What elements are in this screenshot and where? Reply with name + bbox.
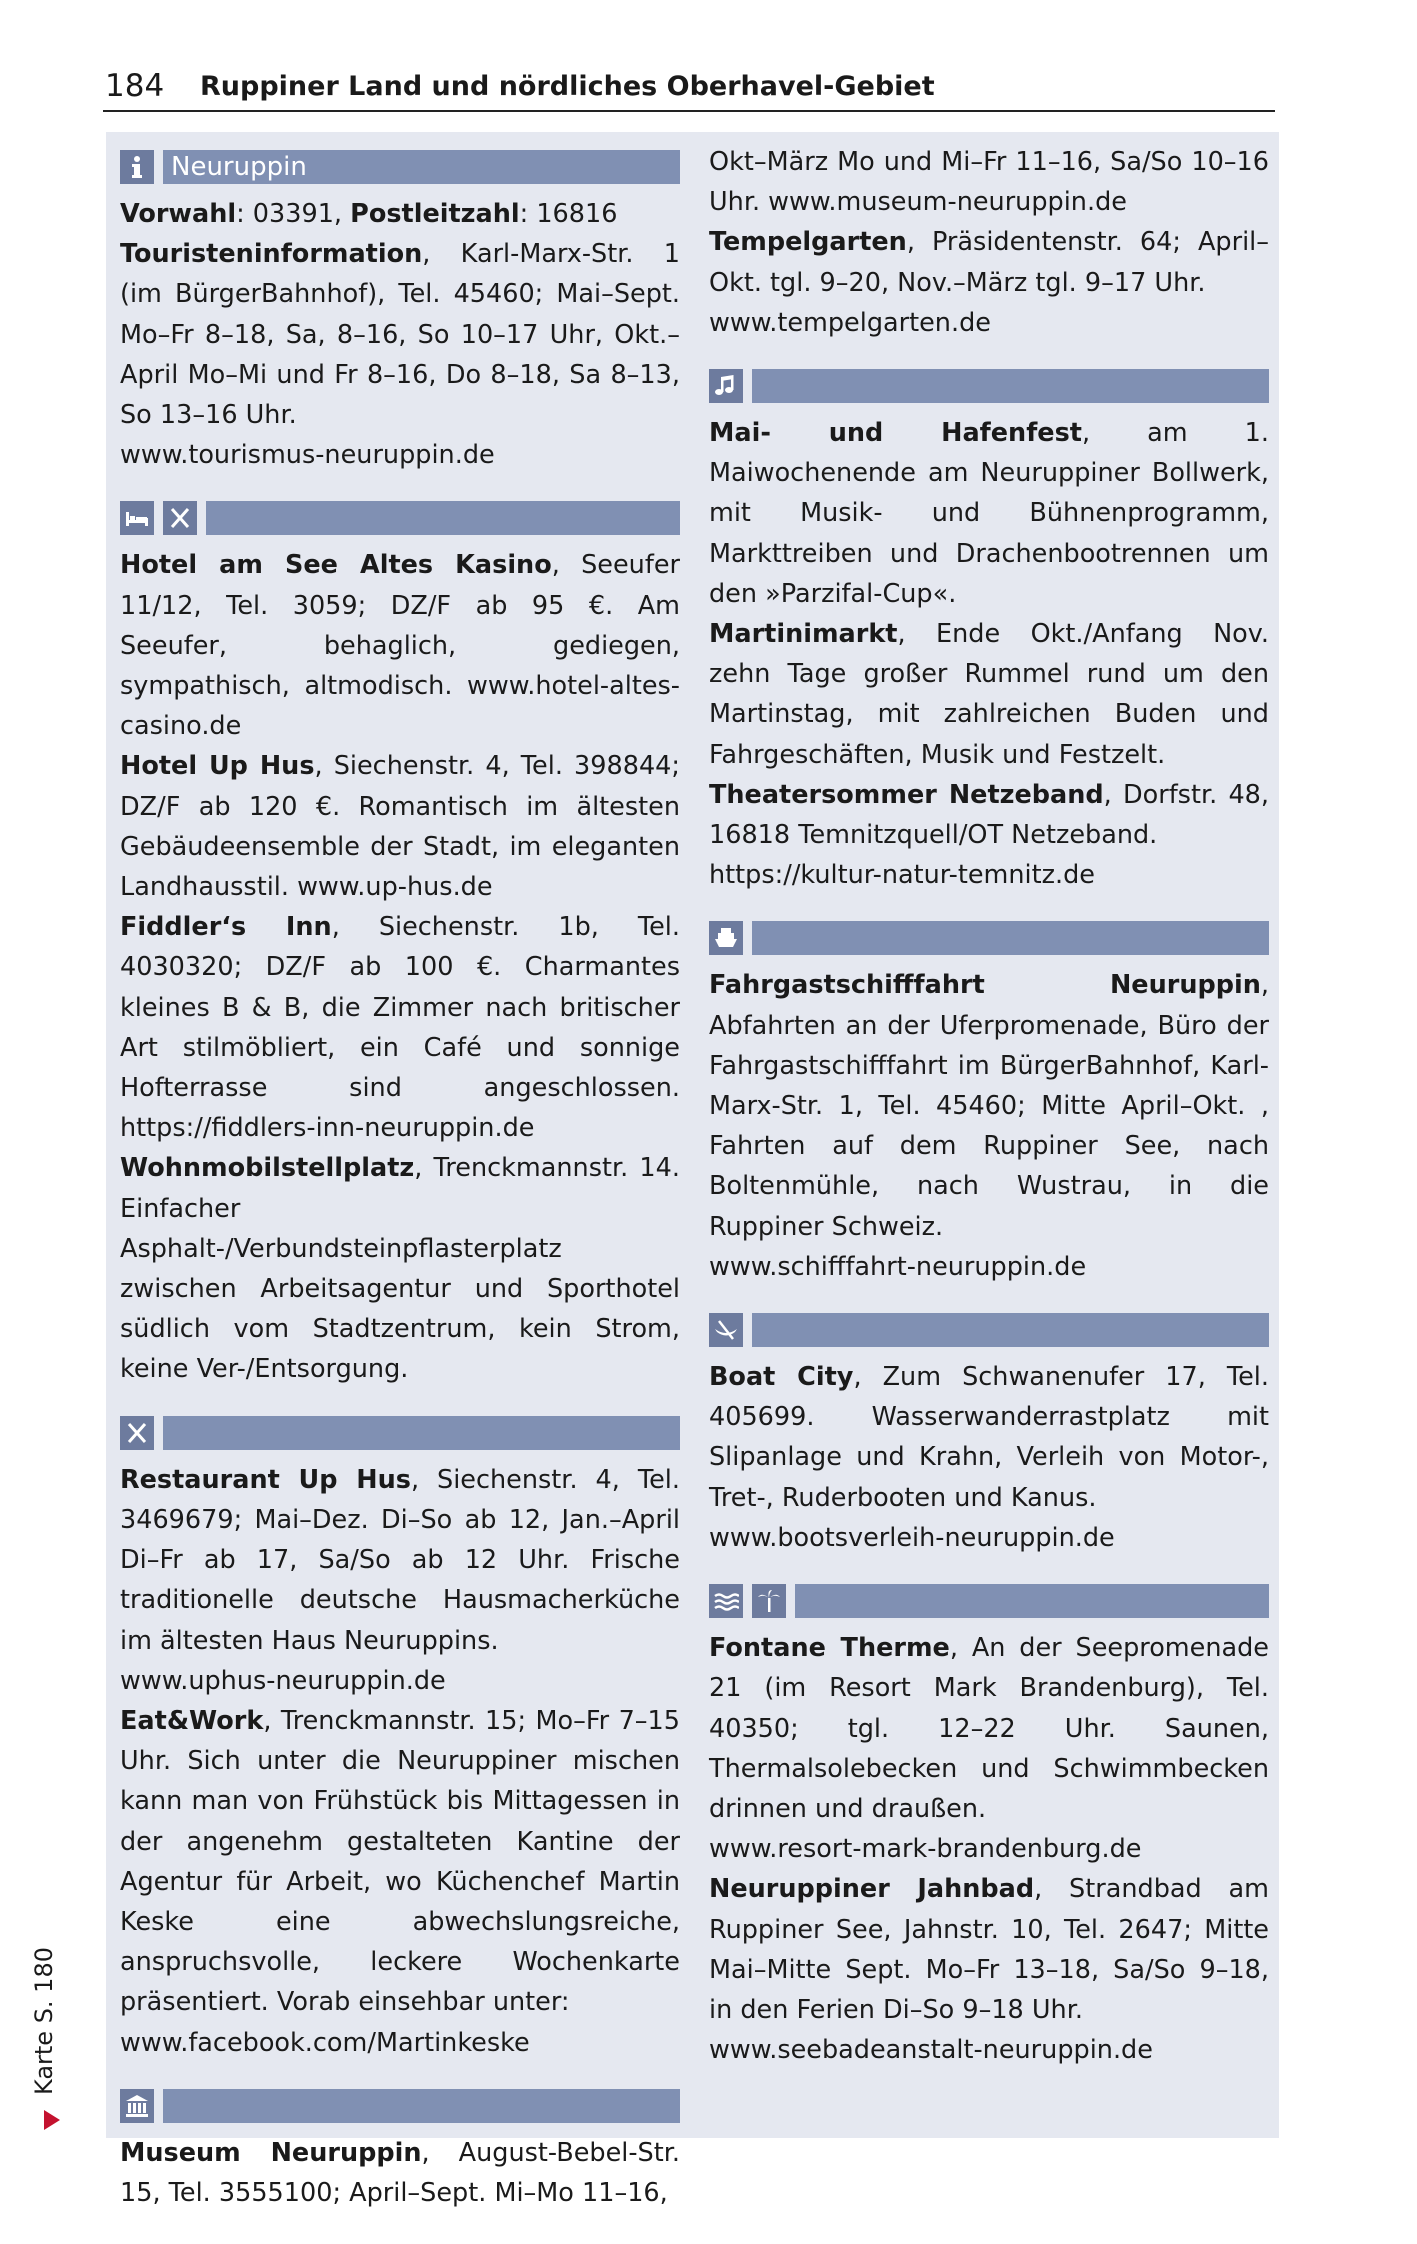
palm-icon bbox=[752, 1584, 786, 1618]
plz-value: : 16816 bbox=[519, 199, 618, 229]
item-name: Theatersommer Netzeband bbox=[709, 779, 1104, 810]
item-url[interactable]: https://kultur-natur-temnitz.de bbox=[709, 860, 1095, 891]
item-text: , Ende Okt./Anfang Nov. zehn Tage großer Rummel rund um den Martinstag, mit zahlreichen Buden und Fahrgeschäften, Musik und Festzelt. bbox=[709, 619, 1269, 770]
item-name: Fahrgastschifffahrt Neuruppin bbox=[709, 970, 1261, 1001]
list-item bbox=[709, 614, 1269, 775]
item-text: , Zum Schwanenufer 17, Tel. 405699. Wasserwanderrastplatz mit Slipanlage und Krahn, Verleih von Motor-, Tret-, Ruderbooten und Kanus. bbox=[709, 1362, 1269, 1513]
info-section bbox=[120, 148, 680, 475]
item-text: , Dorfstr. 48, 16818 Temnitzquell/OT Netzeband. bbox=[709, 779, 1269, 851]
section-bar bbox=[206, 501, 680, 535]
item-text: , An der Seepromenade 21 (im Resort Mark Brandenburg), Tel. 40350; tgl. 12–22 Uhr. Saunen, Thermalsolebecken und Schwimmbecken drinnen und draußen. bbox=[709, 1633, 1269, 1824]
rental-section bbox=[709, 1311, 1269, 1558]
restaurants-section bbox=[120, 1414, 680, 2063]
page-number: 184 bbox=[105, 68, 165, 104]
item-url[interactable]: www.facebook.com/Martinkeske bbox=[120, 2027, 530, 2058]
item-text: , am 1. Maiwochenende am Neuruppiner Bollwerk, mit Musik- und Bühnenprogramm, Markttreiben und Drachenbootrennen um den »Parzifal-Cup«. bbox=[709, 418, 1269, 609]
list-item bbox=[709, 413, 1269, 614]
ship-icon bbox=[709, 921, 743, 955]
item-name: Eat&Work bbox=[120, 1705, 264, 1736]
hotels-section bbox=[120, 499, 680, 1389]
section-bar bbox=[795, 1584, 1269, 1618]
section-bar bbox=[752, 1313, 1269, 1347]
chapter-title: Ruppiner Land und nördliches Oberhavel-Gebiet bbox=[200, 71, 935, 102]
list-item bbox=[120, 1701, 680, 2023]
section-bar bbox=[752, 369, 1269, 403]
section-bar bbox=[752, 921, 1269, 955]
baths-section bbox=[709, 1582, 1269, 2070]
item-url[interactable]: www.schifffahrt-neuruppin.de bbox=[709, 1251, 1087, 1282]
item-name: Hotel am See Altes Kasino bbox=[120, 550, 552, 581]
item-text: , Präsidentenstr. 64; April–Okt. tgl. 9–20, Nov.–März tgl. 9–17 Uhr. bbox=[709, 227, 1269, 298]
item-text: , August-Bebel-Str. 15, Tel. 3555100; April–Sept. Mi–Mo 11–16, bbox=[120, 2137, 680, 2208]
vorwahl-value: : 03391, bbox=[236, 199, 351, 229]
cutlery-icon bbox=[163, 501, 197, 535]
item-text: , Seeufer 11/12, Tel. 3059; DZ/F ab 95 €. Am Seeufer, behaglich, gediegen, sympathisch, altmodisch. www.hotel-altes-casino.de bbox=[120, 550, 680, 742]
item-name: Fontane Therme bbox=[709, 1633, 950, 1664]
item-text: , Trenckmannstr. 15; Mo–Fr 7–15 Uhr. Sich unter die Neuruppiner mischen kann man von Frühstück bis Mittagessen in der angenehm gestalteten Kantine der Agentur für Arbeit, wo Küchenchef Martin Keske eine abwechslungsreiche, anspruchsvolle, leckere Wochenkarte präsentiert. Vorab einsehbar unter: bbox=[120, 1705, 680, 2018]
list-item bbox=[120, 1460, 680, 1661]
item-url[interactable]: www.seebadeanstalt-neuruppin.de bbox=[709, 2035, 1153, 2066]
list-item bbox=[120, 1148, 680, 1389]
list-item bbox=[709, 222, 1269, 302]
item-url[interactable]: www.resort-mark-brandenburg.de bbox=[709, 1834, 1142, 1865]
item-name: Wohnmobilstellplatz bbox=[120, 1153, 415, 1184]
museum-cont-text bbox=[709, 142, 1269, 343]
tourist-info-text: , Karl-Marx-Str. 1 (im BürgerBahnhof), Tel. 45460; Mai–Sept. Mo–Fr 8–18, Sa, 8–16, So 10–17 Uhr, Okt.– April Mo–Mi und Fr 8–16, Do 8–18, Sa 8–13, So 13–16 Uhr. bbox=[120, 239, 680, 431]
cutlery-icon bbox=[120, 1416, 154, 1450]
info-text bbox=[120, 194, 680, 475]
hotels-text bbox=[120, 545, 680, 1389]
item-name: Restaurant Up Hus bbox=[120, 1464, 411, 1495]
item-url[interactable]: www.bootsverleih-neuruppin.de bbox=[709, 1522, 1115, 1553]
item-url[interactable]: www.tempelgarten.de bbox=[709, 307, 991, 338]
item-text: , Siechenstr. 4, Tel. 398844; DZ/F ab 120 €. Romantisch im ältesten Gebäudeensemble der Stadt, im eleganten Landhausstil. www.up-hus.de bbox=[120, 751, 680, 903]
museum-text bbox=[120, 2133, 680, 2213]
boat-text bbox=[709, 965, 1269, 1287]
right-column bbox=[709, 132, 1269, 2090]
baths-text bbox=[709, 1628, 1269, 2070]
bed-icon bbox=[120, 501, 154, 535]
item-name: Mai- und Hafenfest bbox=[709, 418, 1082, 449]
map-reference[interactable]: Karte S. 180 bbox=[30, 1947, 58, 2095]
museum-continued bbox=[709, 142, 1269, 343]
museum-section bbox=[120, 2087, 680, 2213]
map-arrow-icon bbox=[44, 2110, 60, 2130]
item-text: , Abfahrten an der Uferpromenade, Büro der Fahrgastschifffahrt im BürgerBahnhof, Karl-Marx-Str. 1, Tel. 45460; Mitte April–Okt. , Fahrten auf dem Ruppiner See, nach Boltenmühle, nach Wustrau, in die Ruppiner Schweiz. bbox=[709, 970, 1269, 1242]
restaurants-text bbox=[120, 1460, 680, 2063]
item-url[interactable]: www.uphus-neuruppin.de bbox=[120, 1665, 446, 1696]
section-heading: Neuruppin bbox=[163, 150, 680, 184]
list-item bbox=[709, 1869, 1269, 2030]
item-name: Tempelgarten bbox=[709, 227, 907, 258]
tourist-info-label: Touristeninformation bbox=[120, 239, 423, 270]
page-header bbox=[103, 62, 1275, 112]
item-name: Neuruppiner Jahnbad bbox=[709, 1874, 1035, 1905]
item-name: Boat City bbox=[709, 1362, 854, 1393]
info-panel bbox=[106, 132, 1279, 2208]
vorwahl-label: Vorwahl bbox=[120, 199, 237, 229]
tourist-info-url[interactable]: www.tourismus-neuruppin.de bbox=[120, 440, 495, 471]
events-section bbox=[709, 367, 1269, 895]
item-name: Hotel Up Hus bbox=[120, 751, 315, 782]
rental-text bbox=[709, 1357, 1269, 1558]
item-text: , Siechenstr. 1b, Tel. 4030320; DZ/F ab 100 €. Charmantes kleines B & B, die Zimmer nach britischer Art stilmöbliert, ein Café und sonnige Hofterrasse sind angeschlossen. https://fiddlers-inn-neuruppin.de bbox=[120, 912, 680, 1144]
events-text bbox=[709, 413, 1269, 895]
section-bar bbox=[163, 2089, 680, 2123]
plz-label: Postleitzahl bbox=[350, 199, 520, 229]
info-icon bbox=[120, 150, 154, 184]
list-item bbox=[120, 746, 680, 907]
list-item bbox=[709, 1628, 1269, 1829]
item-name: Museum Neuruppin bbox=[120, 2137, 422, 2168]
item-name: Fiddler‘s Inn bbox=[120, 912, 332, 943]
waves-icon bbox=[709, 1584, 743, 1618]
museum-icon bbox=[120, 2089, 154, 2123]
canoe-icon bbox=[709, 1313, 743, 1347]
music-icon bbox=[709, 369, 743, 403]
list-item bbox=[709, 1357, 1269, 1518]
item-text: , Strandbad am Ruppiner See, Jahnstr. 10, Tel. 2647; Mitte Mai–Mitte Sept. Mo–Fr 13–18, Sa/So 9–18, in den Ferien Di–So 9–18 Uhr. bbox=[709, 1874, 1269, 2025]
item-text: , Siechenstr. 4, Tel. 3469679; Mai–Dez. Di–So ab 12, Jan.–April Di–Fr ab 17, Sa/So ab 12 Uhr. Frische traditionelle deutsche Hausmacherküche im ältesten Haus Neuruppins. bbox=[120, 1464, 680, 1656]
list-item bbox=[120, 2133, 680, 2213]
section-bar bbox=[163, 1416, 680, 1450]
left-column bbox=[120, 132, 680, 2233]
list-item bbox=[709, 775, 1269, 855]
item-text: Okt–März Mo und Mi–Fr 11–16, Sa/So 10–16 Uhr. www.museum-neuruppin.de bbox=[709, 147, 1269, 218]
item-text: , Trenckmannstr. 14. Einfacher Asphalt-/Verbundsteinpflasterplatz zwischen Arbeitsagentur und Sporthotel südlich vom Stadtzentrum, kein Strom, keine Ver-/Entsorgung. bbox=[120, 1153, 680, 1385]
item-name: Martinimarkt bbox=[709, 619, 898, 650]
list-item bbox=[709, 965, 1269, 1246]
boat-section bbox=[709, 919, 1269, 1287]
list-item bbox=[120, 545, 680, 746]
list-item bbox=[120, 907, 680, 1148]
